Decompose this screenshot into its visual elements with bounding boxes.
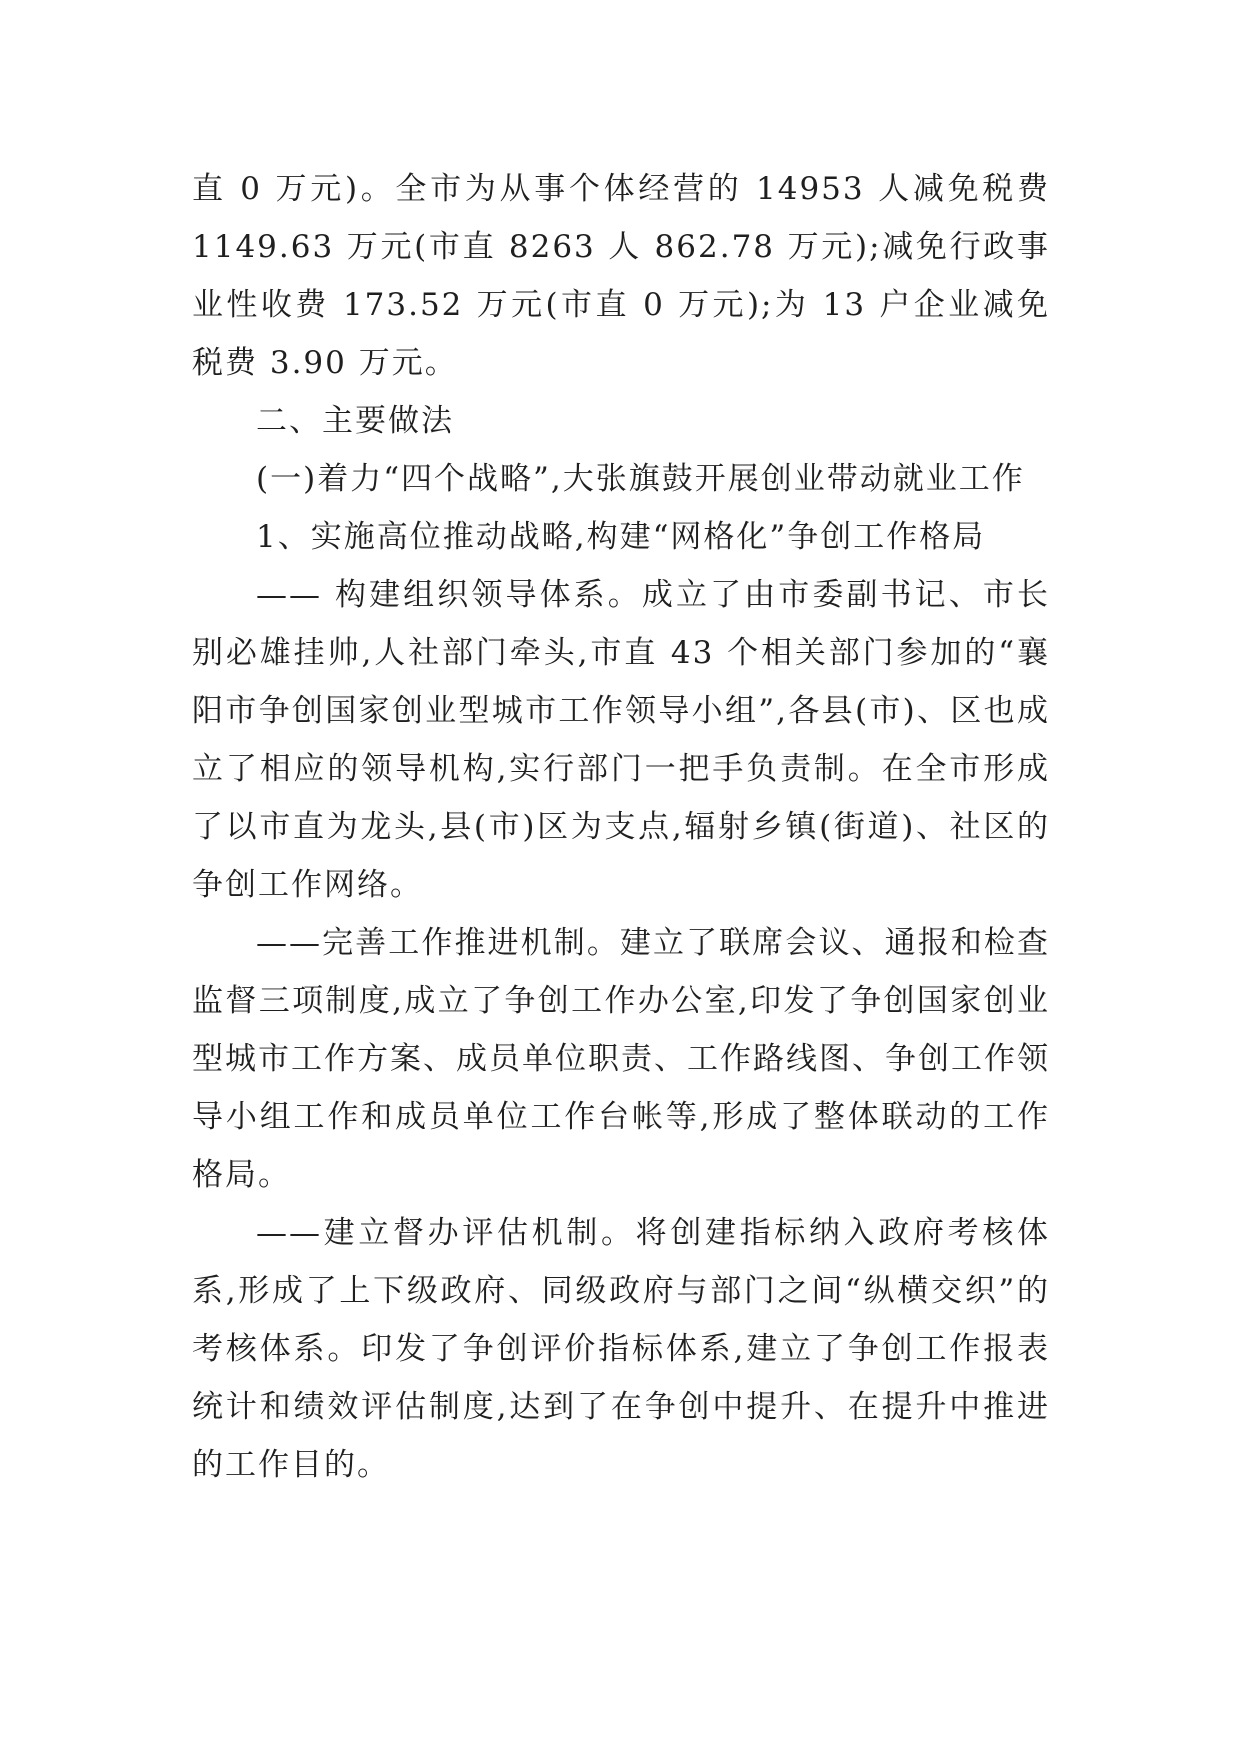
paragraph-mechanism: ——完善工作推进机制。建立了联席会议、通报和检查监督三项制度,成立了争创工作办公室,印发了争创国家创业型城市工作方案、成员单位职责、工作路线图、争创工作领导小组工作和成员单位工作台帐等,形成了整体联动的工作格局。 — [192, 925, 1050, 1193]
paragraph-organization: —— 构建组织领导体系。成立了由市委副书记、市长别必雄挂帅,人社部门牵头,市直 43 个相关部门参加的“襄阳市争创国家创业型城市工作领导小组”,各县(市)、区也成立了相应的领导机构,实行部门一把手负责制。在全市形成了以市直为龙头,县(市)区为支点,辐射乡镇(街道)、社区的争创工作网络。 — [192, 577, 1050, 903]
document-page — [192, 160, 1050, 1494]
section-heading: 二、主要做法 — [256, 403, 454, 439]
paragraph-continuation: 直 0 万元)。全市为从事个体经营的 14953 人减免税费 1149.63 万元(市直 8263 人 862.78 万元);减免行政事业性收费 173.52 万元(市直 0 万元);为 13 户企业减免税费 3.90 万元。 — [192, 171, 1050, 381]
subsection-heading: (一)着力“四个战略”,大张旗鼓开展创业带动就业工作 — [256, 461, 1025, 497]
item-heading: 1、实施高位推动战略,构建“网格化”争创工作格局 — [256, 519, 986, 555]
paragraph-evaluation: ——建立督办评估机制。将创建指标纳入政府考核体系,形成了上下级政府、同级政府与部门之间“纵横交织”的考核体系。印发了争创评价指标体系,建立了争创工作报表统计和绩效评估制度,达到了在争创中提升、在提升中推进的工作目的。 — [192, 1215, 1050, 1483]
